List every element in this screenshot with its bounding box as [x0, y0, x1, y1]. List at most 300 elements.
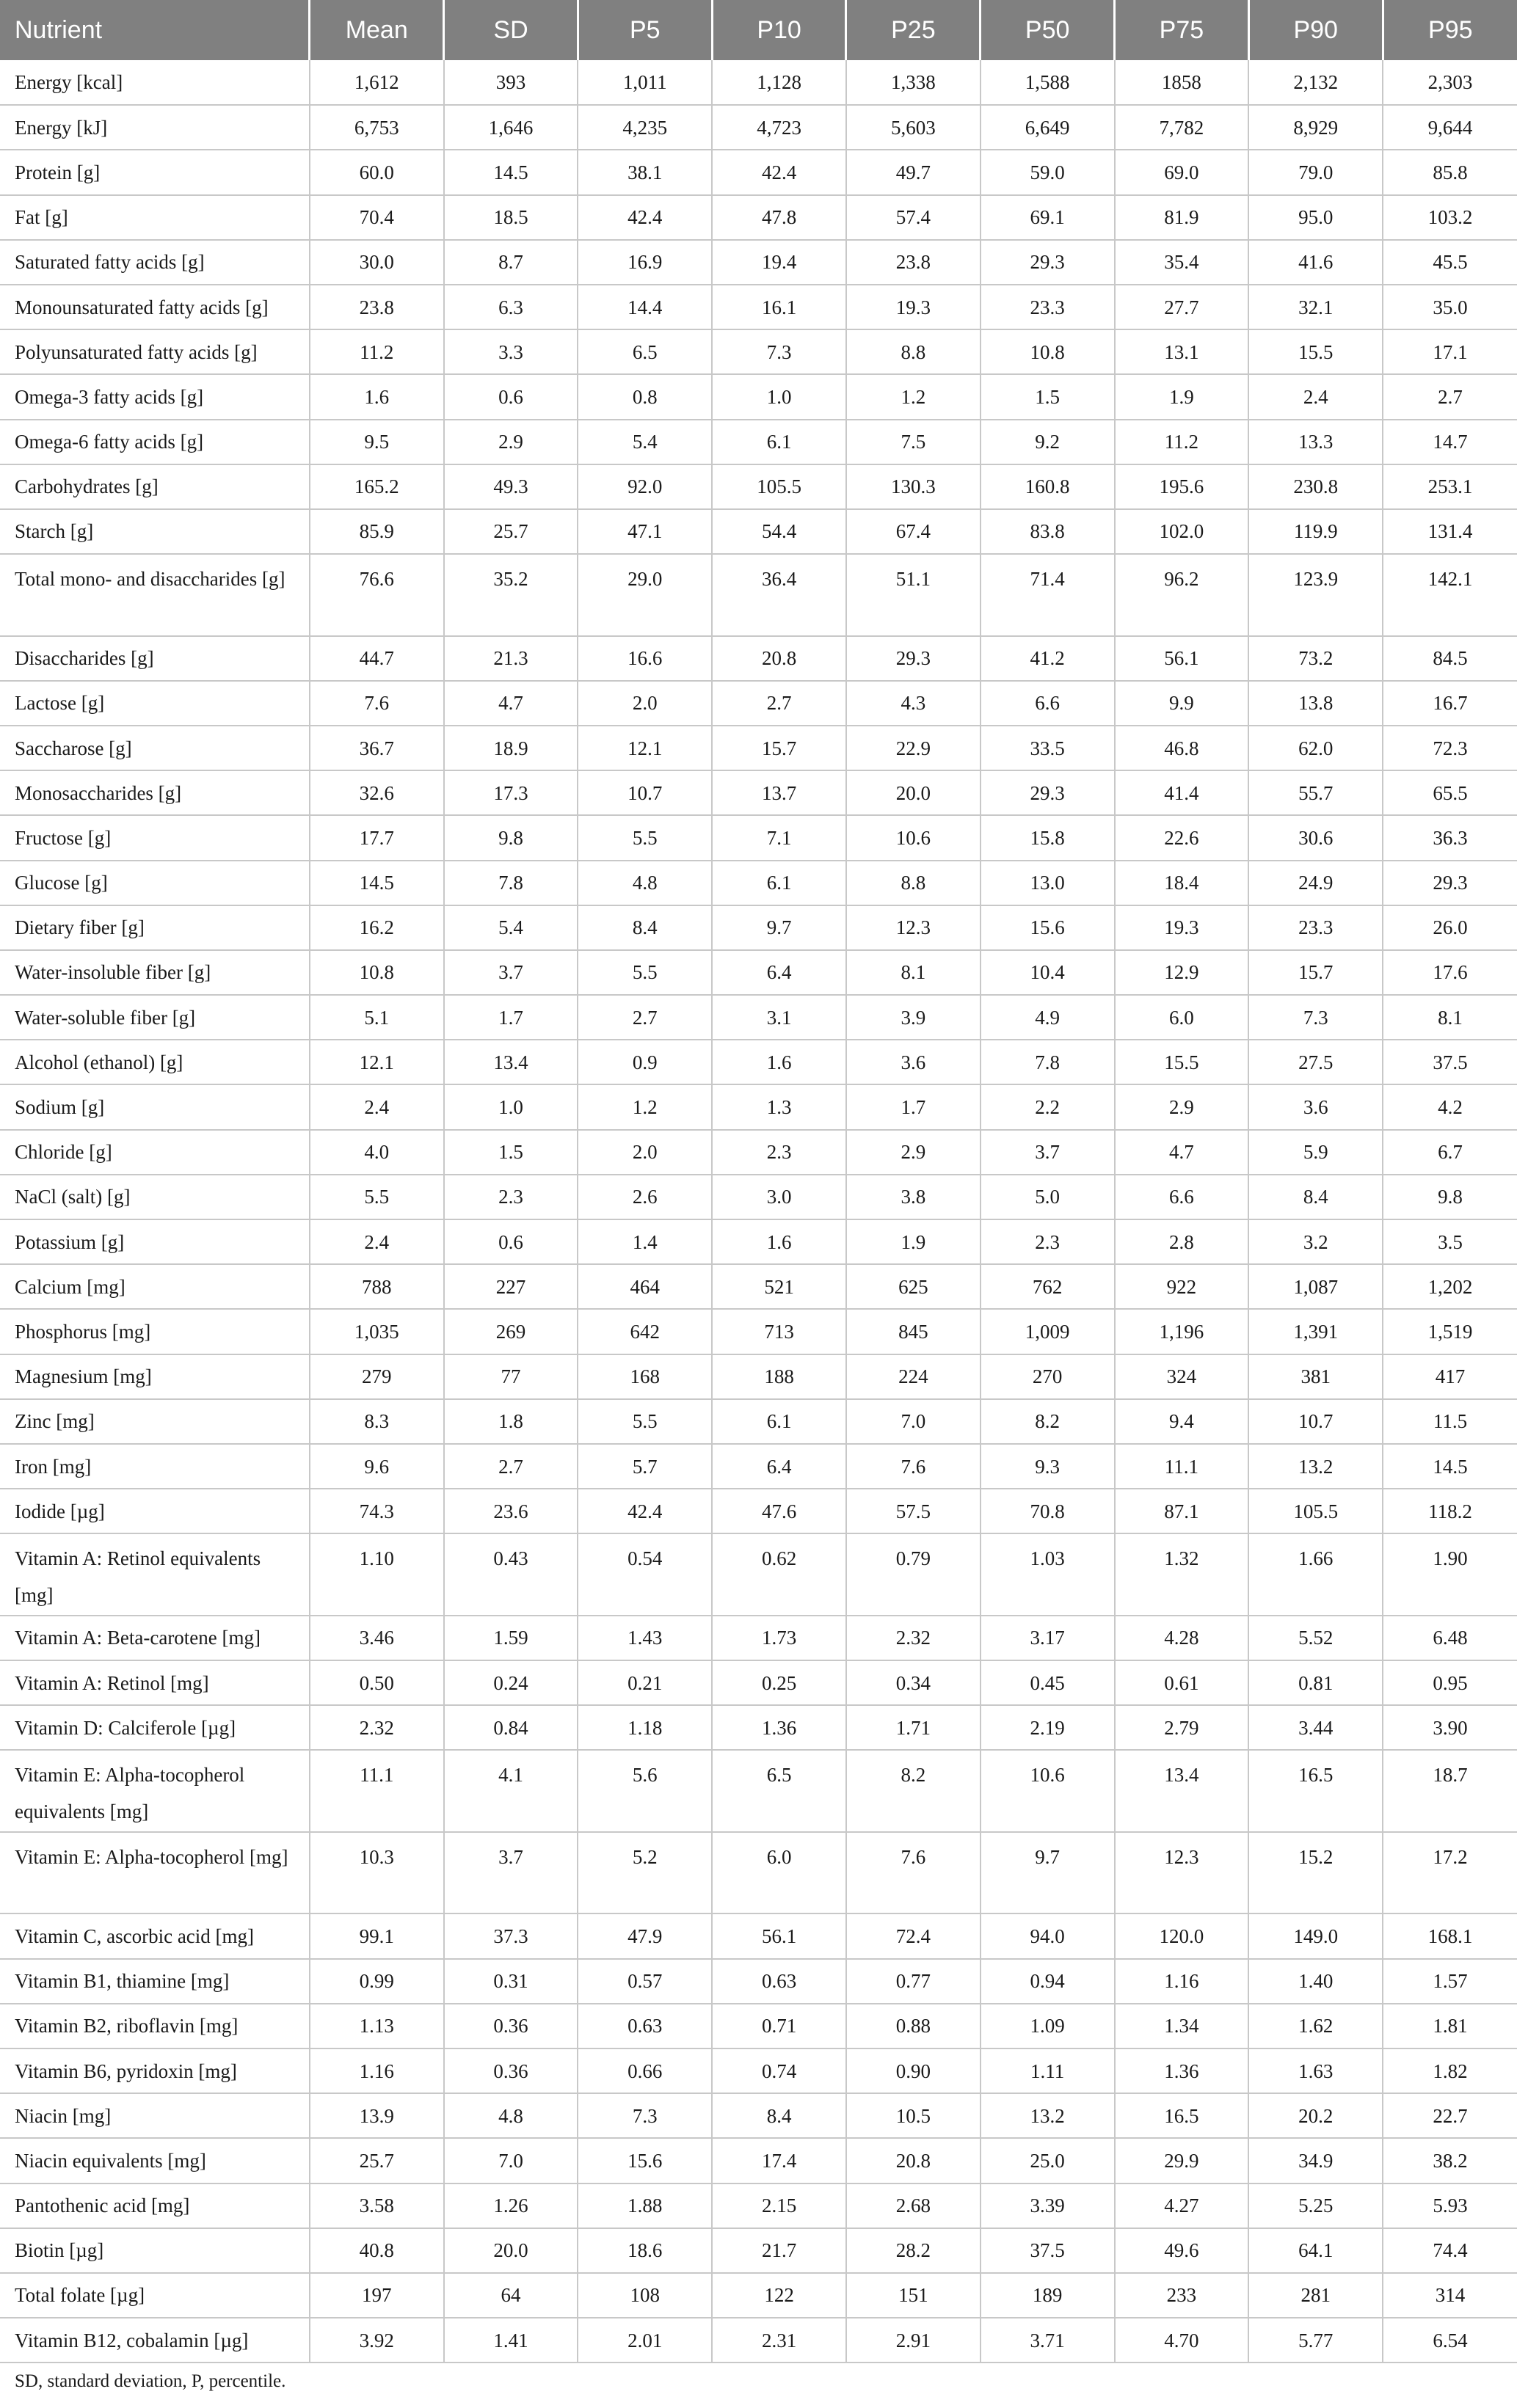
nutrient-name-cell: Zinc [mg] [0, 1399, 310, 1444]
nutrient-name-cell: Saccharose [g] [0, 726, 310, 770]
value-cell: 15.5 [1115, 1040, 1249, 1084]
value-cell: 13.2 [981, 2093, 1115, 2138]
value-cell: 17.6 [1383, 950, 1517, 995]
nutrient-name-cell: Vitamin D: Calciferole [µg] [0, 1705, 310, 1750]
value-cell: 324 [1115, 1354, 1249, 1399]
value-cell: 195.6 [1115, 464, 1249, 509]
value-cell: 10.6 [846, 815, 981, 860]
value-cell: 3.6 [1248, 1084, 1383, 1129]
value-cell: 0.24 [444, 1660, 578, 1705]
value-cell: 37.5 [981, 2228, 1115, 2273]
value-cell: 7.3 [1248, 995, 1383, 1040]
value-cell: 8.4 [578, 905, 712, 950]
value-cell: 1,035 [310, 1309, 444, 1354]
value-cell: 99.1 [310, 1913, 444, 1958]
value-cell: 0.99 [310, 1959, 444, 2004]
value-cell: 1858 [1115, 60, 1249, 105]
column-header: P5 [578, 0, 712, 60]
value-cell: 1.71 [846, 1705, 981, 1750]
column-header: Nutrient [0, 0, 310, 60]
value-cell: 1.63 [1248, 2048, 1383, 2093]
value-cell: 230.8 [1248, 464, 1383, 509]
value-cell: 74.3 [310, 1489, 444, 1533]
value-cell: 0.25 [712, 1660, 846, 1705]
value-cell: 6.7 [1383, 1130, 1517, 1175]
value-cell: 3.39 [981, 2183, 1115, 2228]
value-cell: 9.8 [444, 815, 578, 860]
value-cell: 8.4 [712, 2093, 846, 2138]
value-cell: 1.7 [444, 995, 578, 1040]
column-header: P50 [981, 0, 1115, 60]
value-cell: 62.0 [1248, 726, 1383, 770]
table-row [0, 1616, 1517, 1660]
value-cell: 762 [981, 1264, 1115, 1309]
value-cell: 253.1 [1383, 464, 1517, 509]
value-cell: 85.8 [1383, 150, 1517, 194]
value-cell: 4,723 [712, 105, 846, 150]
value-cell: 4.0 [310, 1130, 444, 1175]
value-cell: 7.6 [310, 681, 444, 726]
table-row [0, 2228, 1517, 2273]
value-cell: 0.6 [444, 374, 578, 419]
value-cell: 0.63 [578, 2004, 712, 2048]
value-cell: 5.2 [578, 1832, 712, 1914]
nutrient-name-cell: Water-insoluble fiber [g] [0, 950, 310, 995]
nutrient-name-cell: Magnesium [mg] [0, 1354, 310, 1399]
nutrient-name-cell: Vitamin E: Alpha-tocopherol [mg] [0, 1832, 310, 1914]
value-cell: 29.3 [981, 770, 1115, 815]
value-cell: 10.7 [1248, 1399, 1383, 1444]
value-cell: 8.1 [846, 950, 981, 995]
value-cell: 1,588 [981, 60, 1115, 105]
value-cell: 10.7 [578, 770, 712, 815]
value-cell: 29.0 [578, 554, 712, 636]
value-cell: 521 [712, 1264, 846, 1309]
value-cell: 381 [1248, 1354, 1383, 1399]
value-cell: 7.3 [712, 329, 846, 374]
value-cell: 72.4 [846, 1913, 981, 1958]
value-cell: 922 [1115, 1264, 1249, 1309]
value-cell: 13.1 [1115, 329, 1249, 374]
value-cell: 11.1 [1115, 1444, 1249, 1489]
table-row [0, 1444, 1517, 1489]
value-cell: 1.7 [846, 1084, 981, 1129]
value-cell: 102.0 [1115, 509, 1249, 554]
value-cell: 1.2 [846, 374, 981, 419]
value-cell: 5.4 [578, 420, 712, 464]
value-cell: 47.8 [712, 195, 846, 240]
value-cell: 7,782 [1115, 105, 1249, 150]
value-cell: 16.9 [578, 240, 712, 285]
value-cell: 5.52 [1248, 1616, 1383, 1660]
value-cell: 84.5 [1383, 636, 1517, 681]
value-cell: 8.2 [981, 1399, 1115, 1444]
value-cell: 149.0 [1248, 1913, 1383, 1958]
value-cell: 19.4 [712, 240, 846, 285]
value-cell: 32.6 [310, 770, 444, 815]
value-cell: 17.1 [1383, 329, 1517, 374]
table-row [0, 1175, 1517, 1219]
nutrient-name-cell: Carbohydrates [g] [0, 464, 310, 509]
nutrient-name-cell: Niacin equivalents [mg] [0, 2138, 310, 2183]
value-cell: 57.4 [846, 195, 981, 240]
value-cell: 17.2 [1383, 1832, 1517, 1914]
value-cell: 8.1 [1383, 995, 1517, 1040]
table-row [0, 420, 1517, 464]
value-cell: 2.7 [444, 1444, 578, 1489]
value-cell: 0.79 [846, 1533, 981, 1616]
value-cell: 35.2 [444, 554, 578, 636]
value-cell: 6.1 [712, 861, 846, 905]
value-cell: 22.7 [1383, 2093, 1517, 2138]
value-cell: 18.5 [444, 195, 578, 240]
value-cell: 23.3 [1248, 905, 1383, 950]
value-cell: 2.4 [1248, 374, 1383, 419]
value-cell: 17.7 [310, 815, 444, 860]
value-cell: 29.9 [1115, 2138, 1249, 2183]
value-cell: 38.2 [1383, 2138, 1517, 2183]
table-row [0, 1130, 1517, 1175]
nutrient-name-cell: Vitamin A: Beta-carotene [mg] [0, 1616, 310, 1660]
value-cell: 8.2 [846, 1750, 981, 1832]
value-cell: 17.3 [444, 770, 578, 815]
table-row [0, 2048, 1517, 2093]
value-cell: 16.2 [310, 905, 444, 950]
value-cell: 3.58 [310, 2183, 444, 2228]
value-cell: 7.8 [444, 861, 578, 905]
value-cell: 165.2 [310, 464, 444, 509]
table-row [0, 1399, 1517, 1444]
value-cell: 6.5 [578, 329, 712, 374]
value-cell: 49.3 [444, 464, 578, 509]
value-cell: 8.8 [846, 861, 981, 905]
value-cell: 15.8 [981, 815, 1115, 860]
value-cell: 1.4 [578, 1219, 712, 1264]
value-cell: 3.3 [444, 329, 578, 374]
value-cell: 14.5 [1383, 1444, 1517, 1489]
value-cell: 10.4 [981, 950, 1115, 995]
nutrient-name-cell: Energy [kcal] [0, 60, 310, 105]
value-cell: 27.5 [1248, 1040, 1383, 1084]
value-cell: 0.62 [712, 1533, 846, 1616]
value-cell: 7.6 [846, 1444, 981, 1489]
value-cell: 7.5 [846, 420, 981, 464]
value-cell: 21.7 [712, 2228, 846, 2273]
value-cell: 10.8 [310, 950, 444, 995]
value-cell: 233 [1115, 2273, 1249, 2318]
table-row [0, 2138, 1517, 2183]
value-cell: 56.1 [712, 1913, 846, 1958]
value-cell: 13.7 [712, 770, 846, 815]
value-cell: 29.3 [1383, 861, 1517, 905]
value-cell: 642 [578, 1309, 712, 1354]
value-cell: 1.0 [444, 1084, 578, 1129]
value-cell: 81.9 [1115, 195, 1249, 240]
value-cell: 18.6 [578, 2228, 712, 2273]
value-cell: 4.7 [1115, 1130, 1249, 1175]
value-cell: 1.5 [444, 1130, 578, 1175]
value-cell: 1.32 [1115, 1533, 1249, 1616]
value-cell: 13.8 [1248, 681, 1383, 726]
value-cell: 36.4 [712, 554, 846, 636]
value-cell: 0.9 [578, 1040, 712, 1084]
value-cell: 3.5 [1383, 1219, 1517, 1264]
value-cell: 105.5 [1248, 1489, 1383, 1533]
value-cell: 168.1 [1383, 1913, 1517, 1958]
column-header: Mean [310, 0, 444, 60]
value-cell: 2.19 [981, 1705, 1115, 1750]
value-cell: 2.0 [578, 1130, 712, 1175]
value-cell: 5.93 [1383, 2183, 1517, 2228]
value-cell: 17.4 [712, 2138, 846, 2183]
value-cell: 2.32 [310, 1705, 444, 1750]
value-cell: 103.2 [1383, 195, 1517, 240]
value-cell: 6.48 [1383, 1616, 1517, 1660]
value-cell: 4.1 [444, 1750, 578, 1832]
value-cell: 57.5 [846, 1489, 981, 1533]
value-cell: 2.15 [712, 2183, 846, 2228]
value-cell: 1.41 [444, 2318, 578, 2363]
value-cell: 1,519 [1383, 1309, 1517, 1354]
value-cell: 6.1 [712, 1399, 846, 1444]
value-cell: 1.6 [712, 1040, 846, 1084]
value-cell: 2.6 [578, 1175, 712, 1219]
value-cell: 1.81 [1383, 2004, 1517, 2048]
table-row [0, 2004, 1517, 2048]
value-cell: 64.1 [1248, 2228, 1383, 2273]
value-cell: 1.66 [1248, 1533, 1383, 1616]
value-cell: 14.4 [578, 285, 712, 329]
table-row [0, 1913, 1517, 1958]
nutrient-name-cell: Biotin [µg] [0, 2228, 310, 2273]
table-row [0, 950, 1517, 995]
value-cell: 16.5 [1115, 2093, 1249, 2138]
value-cell: 0.36 [444, 2048, 578, 2093]
nutrient-name-cell: Starch [g] [0, 509, 310, 554]
table-row [0, 770, 1517, 815]
value-cell: 7.6 [846, 1832, 981, 1914]
value-cell: 36.3 [1383, 815, 1517, 860]
table-row [0, 2183, 1517, 2228]
value-cell: 76.6 [310, 554, 444, 636]
nutrient-name-cell: Alcohol (ethanol) [g] [0, 1040, 310, 1084]
value-cell: 3.7 [444, 950, 578, 995]
value-cell: 3.9 [846, 995, 981, 1040]
nutrient-name-cell: Total mono- and disaccharides [g] [0, 554, 310, 636]
value-cell: 44.7 [310, 636, 444, 681]
value-cell: 30.6 [1248, 815, 1383, 860]
value-cell: 2.9 [846, 1130, 981, 1175]
value-cell: 67.4 [846, 509, 981, 554]
value-cell: 34.9 [1248, 2138, 1383, 2183]
value-cell: 0.50 [310, 1660, 444, 1705]
value-cell: 35.0 [1383, 285, 1517, 329]
nutrient-name-cell: Vitamin E: Alpha-tocopherol equivalents [mg] [0, 1750, 310, 1832]
value-cell: 119.9 [1248, 509, 1383, 554]
value-cell: 28.2 [846, 2228, 981, 2273]
table-row [0, 905, 1517, 950]
table-row [0, 60, 1517, 105]
nutrient-name-cell: Disaccharides [g] [0, 636, 310, 681]
value-cell: 464 [578, 1264, 712, 1309]
header-row [0, 0, 1517, 60]
value-cell: 29.3 [981, 240, 1115, 285]
nutrient-name-cell: Dietary fiber [g] [0, 905, 310, 950]
value-cell: 1.9 [846, 1219, 981, 1264]
value-cell: 32.1 [1248, 285, 1383, 329]
nutrient-name-cell: Phosphorus [mg] [0, 1309, 310, 1354]
value-cell: 15.6 [578, 2138, 712, 2183]
value-cell: 20.8 [846, 2138, 981, 2183]
value-cell: 0.84 [444, 1705, 578, 1750]
value-cell: 30.0 [310, 240, 444, 285]
value-cell: 95.0 [1248, 195, 1383, 240]
value-cell: 24.9 [1248, 861, 1383, 905]
value-cell: 1.62 [1248, 2004, 1383, 2048]
value-cell: 6.6 [981, 681, 1115, 726]
value-cell: 8,929 [1248, 105, 1383, 150]
table-row [0, 861, 1517, 905]
value-cell: 5.25 [1248, 2183, 1383, 2228]
value-cell: 4.3 [846, 681, 981, 726]
value-cell: 41.6 [1248, 240, 1383, 285]
table-row [0, 636, 1517, 681]
value-cell: 41.4 [1115, 770, 1249, 815]
nutrient-name-cell: Omega-3 fatty acids [g] [0, 374, 310, 419]
value-cell: 1.10 [310, 1533, 444, 1616]
value-cell: 20.0 [444, 2228, 578, 2273]
value-cell: 1.09 [981, 2004, 1115, 2048]
value-cell: 23.6 [444, 1489, 578, 1533]
value-cell: 281 [1248, 2273, 1383, 2318]
value-cell: 25.0 [981, 2138, 1115, 2183]
value-cell: 0.81 [1248, 1660, 1383, 1705]
value-cell: 6.0 [1115, 995, 1249, 1040]
value-cell: 0.43 [444, 1533, 578, 1616]
value-cell: 0.61 [1115, 1660, 1249, 1705]
value-cell: 9.2 [981, 420, 1115, 464]
value-cell: 2.4 [310, 1084, 444, 1129]
value-cell: 96.2 [1115, 554, 1249, 636]
table-row [0, 2093, 1517, 2138]
value-cell: 26.0 [1383, 905, 1517, 950]
value-cell: 160.8 [981, 464, 1115, 509]
value-cell: 625 [846, 1264, 981, 1309]
value-cell: 0.66 [578, 2048, 712, 2093]
value-cell: 4.7 [444, 681, 578, 726]
value-cell: 2.79 [1115, 1705, 1249, 1750]
value-cell: 35.4 [1115, 240, 1249, 285]
value-cell: 55.7 [1248, 770, 1383, 815]
value-cell: 314 [1383, 2273, 1517, 2318]
value-cell: 21.3 [444, 636, 578, 681]
table-row [0, 1264, 1517, 1309]
value-cell: 1.0 [712, 374, 846, 419]
value-cell: 9.9 [1115, 681, 1249, 726]
value-cell: 1.73 [712, 1616, 846, 1660]
value-cell: 224 [846, 1354, 981, 1399]
value-cell: 2.3 [712, 1130, 846, 1175]
value-cell: 5.5 [578, 1399, 712, 1444]
nutrient-name-cell: Omega-6 fatty acids [g] [0, 420, 310, 464]
column-header: P10 [712, 0, 846, 60]
value-cell: 9.7 [981, 1832, 1115, 1914]
value-cell: 1.2 [578, 1084, 712, 1129]
value-cell: 0.54 [578, 1533, 712, 1616]
value-cell: 6.0 [712, 1832, 846, 1914]
value-cell: 1.3 [712, 1084, 846, 1129]
value-cell: 22.9 [846, 726, 981, 770]
value-cell: 46.8 [1115, 726, 1249, 770]
table-row [0, 1959, 1517, 2004]
value-cell: 42.4 [578, 1489, 712, 1533]
nutrient-name-cell: Vitamin A: Retinol [mg] [0, 1660, 310, 1705]
value-cell: 788 [310, 1264, 444, 1309]
value-cell: 12.1 [310, 1040, 444, 1084]
value-cell: 7.3 [578, 2093, 712, 2138]
value-cell: 2.7 [1383, 374, 1517, 419]
value-cell: 3.71 [981, 2318, 1115, 2363]
value-cell: 1.36 [1115, 2048, 1249, 2093]
value-cell: 1.57 [1383, 1959, 1517, 2004]
table-row [0, 195, 1517, 240]
nutrient-name-cell: Total folate [µg] [0, 2273, 310, 2318]
value-cell: 2.01 [578, 2318, 712, 2363]
value-cell: 1,128 [712, 60, 846, 105]
value-cell: 6.3 [444, 285, 578, 329]
value-cell: 5.5 [578, 815, 712, 860]
value-cell: 1.59 [444, 1616, 578, 1660]
value-cell: 18.7 [1383, 1750, 1517, 1832]
value-cell: 11.2 [310, 329, 444, 374]
value-cell: 11.5 [1383, 1399, 1517, 1444]
value-cell: 3.0 [712, 1175, 846, 1219]
value-cell: 73.2 [1248, 636, 1383, 681]
value-cell: 279 [310, 1354, 444, 1399]
table-row [0, 285, 1517, 329]
value-cell: 2.91 [846, 2318, 981, 2363]
value-cell: 15.2 [1248, 1832, 1383, 1914]
table-row [0, 1660, 1517, 1705]
value-cell: 9.8 [1383, 1175, 1517, 1219]
value-cell: 19.3 [846, 285, 981, 329]
value-cell: 0.77 [846, 1959, 981, 2004]
nutrient-name-cell: Iron [mg] [0, 1444, 310, 1489]
table-row [0, 329, 1517, 374]
table-row [0, 1489, 1517, 1533]
value-cell: 6.4 [712, 1444, 846, 1489]
value-cell: 2.7 [712, 681, 846, 726]
value-cell: 8.4 [1248, 1175, 1383, 1219]
nutrient-name-cell: Saturated fatty acids [g] [0, 240, 310, 285]
value-cell: 2.9 [1115, 1084, 1249, 1129]
value-cell: 1.16 [1115, 1959, 1249, 2004]
value-cell: 1.16 [310, 2048, 444, 2093]
value-cell: 3.7 [981, 1130, 1115, 1175]
table-row [0, 1040, 1517, 1084]
table-footnote: SD, standard deviation, P, percentile. [15, 2371, 286, 2391]
value-cell: 5.4 [444, 905, 578, 950]
value-cell: 70.8 [981, 1489, 1115, 1533]
table-row [0, 2318, 1517, 2363]
value-cell: 8.3 [310, 1399, 444, 1444]
value-cell: 27.7 [1115, 285, 1249, 329]
value-cell: 54.4 [712, 509, 846, 554]
value-cell: 3.6 [846, 1040, 981, 1084]
value-cell: 108 [578, 2273, 712, 2318]
value-cell: 8.7 [444, 240, 578, 285]
table-row [0, 681, 1517, 726]
